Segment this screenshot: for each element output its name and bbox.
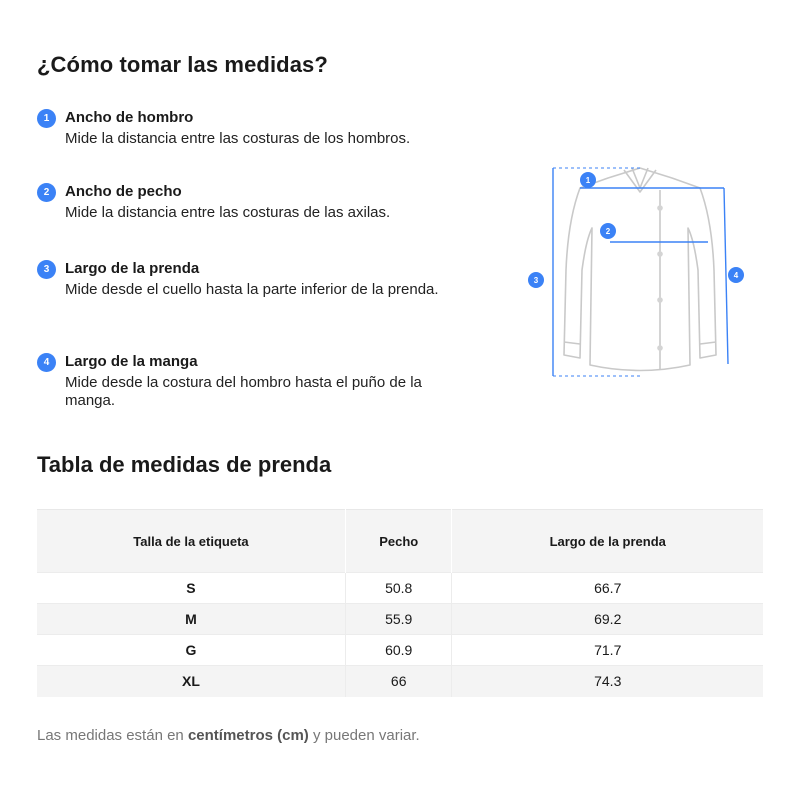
units-note-suffix: y pueden variar. (308, 727, 420, 744)
cell-length: 74.3 (452, 666, 763, 697)
marker-2-label: 2 (605, 227, 611, 236)
cell-chest: 50.8 (345, 573, 452, 604)
cell-length: 71.7 (452, 635, 763, 666)
step-description: Mide desde el cuello hasta la parte inferior de la prenda. (65, 281, 439, 298)
header-garment-length: Largo de la prenda (452, 510, 763, 573)
step-number-badge: 2 (37, 183, 56, 202)
sleeve-length-line (724, 188, 728, 364)
size-table-title: Tabla de medidas de prenda (37, 452, 332, 477)
step-description: Mide la distancia entre las costuras de los hombros. (65, 130, 411, 147)
cell-length: 66.7 (452, 573, 763, 604)
shirt-measurement-diagram (520, 160, 760, 390)
marker-4-label: 4 (733, 271, 739, 280)
step-title: Ancho de pecho (65, 183, 182, 200)
step-description: Mide desde la costura del hombro hasta el puño de la manga. (65, 374, 422, 409)
table-row (37, 666, 763, 697)
size-chart-table (37, 509, 763, 697)
units-note (37, 727, 420, 744)
step-title: Ancho de hombro (65, 109, 194, 126)
measure-guide-title: ¿Cómo tomar las medidas? (37, 52, 328, 77)
table-row (37, 573, 763, 604)
step-chest-width (37, 182, 457, 222)
cell-size: G (37, 635, 345, 666)
marker-1-label: 1 (585, 176, 591, 185)
step-shoulder-width (37, 108, 457, 148)
cell-length: 69.2 (452, 604, 763, 635)
marker-3-label: 3 (533, 276, 539, 285)
step-title: Largo de la prenda (65, 260, 200, 277)
cell-size: M (37, 604, 345, 635)
step-number-badge: 4 (37, 353, 56, 372)
units-note-prefix: Las medidas están en (37, 727, 188, 744)
step-number-badge: 1 (37, 109, 56, 128)
table-header-row (37, 510, 763, 573)
step-sleeve-length (37, 352, 457, 410)
shirt-icon (564, 168, 716, 371)
header-size-label: Talla de la etiqueta (37, 510, 345, 573)
cell-chest: 66 (345, 666, 452, 697)
step-number-badge: 3 (37, 260, 56, 279)
header-chest: Pecho (345, 510, 452, 573)
step-garment-length (37, 259, 457, 299)
cell-size: S (37, 573, 345, 604)
cell-size: XL (37, 666, 345, 697)
units-note-bold: centímetros (cm) (187, 727, 309, 744)
cell-chest: 60.9 (345, 635, 452, 666)
table-row (37, 604, 763, 635)
cell-chest: 55.9 (345, 604, 452, 635)
step-title: Largo de la manga (65, 353, 198, 370)
step-description: Mide la distancia entre las costuras de las axilas. (65, 204, 391, 221)
table-row (37, 635, 763, 666)
